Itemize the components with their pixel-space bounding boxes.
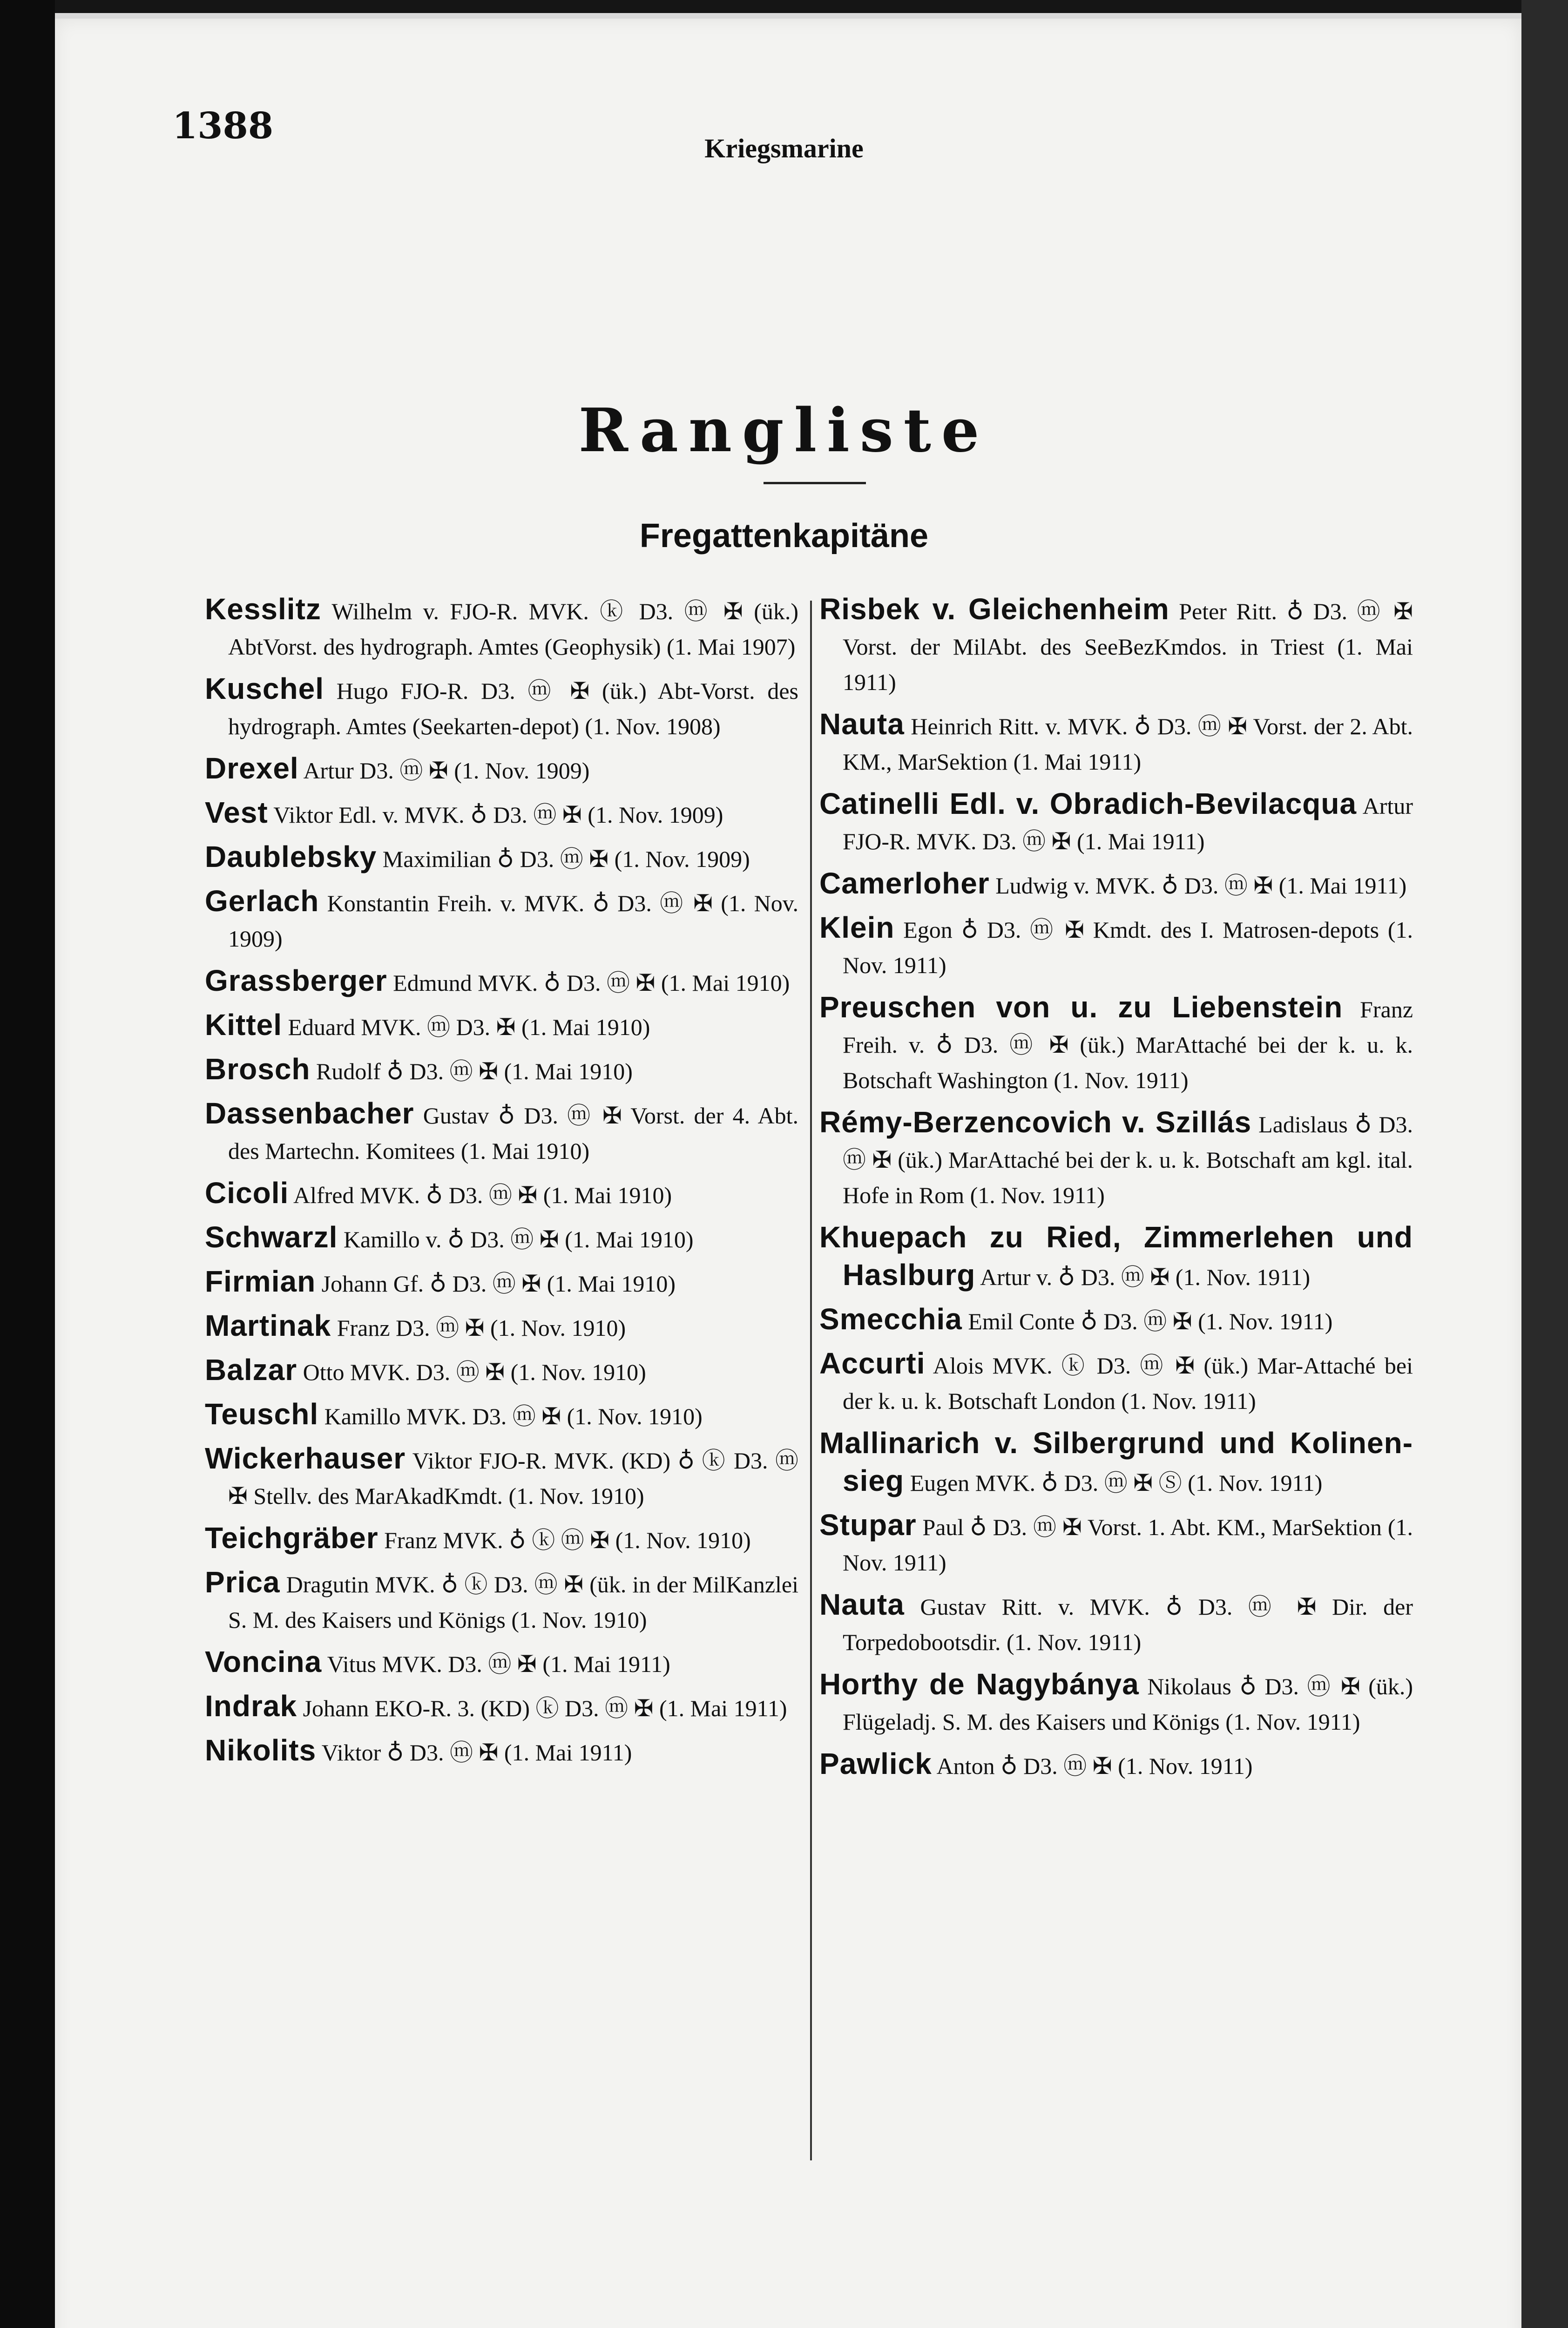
page-title: Rangliste [578,396,990,466]
officer-name: Dassenbacher [205,1096,414,1130]
officer-details: Nikolaus ♁ D3. ⓜ ✠ (ük.) Flügeladj. S. M. des Kaisers und Königs (1. Nov. 1911) [843,1673,1413,1735]
officer-details: Alfred MVK. ♁ D3. ⓜ ✠ (1. Mai 1910) [293,1182,672,1208]
list-entry [819,591,1413,700]
list-entry [819,786,1413,859]
list-entry [205,795,798,832]
officer-name: Nauta [819,1588,905,1621]
list-entry [205,883,798,956]
list-entry [205,1308,798,1346]
list-entry [819,1301,1413,1339]
list-entry [205,591,798,664]
list-entry [819,1666,1413,1739]
list-entry [205,1007,798,1045]
officer-name: Stupar [819,1508,917,1542]
list-entry [205,1175,798,1213]
list-entry [819,1104,1413,1213]
officer-details: Ludwig v. MVK. ♁ D3. ⓜ ✠ (1. Mai 1911) [995,873,1407,899]
officer-details: Artur D3. ⓜ ✠ (1. Nov. 1909) [303,758,590,784]
list-entry [819,1507,1413,1580]
officer-name: Martinak [205,1309,331,1342]
list-entry [205,1520,798,1558]
officer-name: Klein [819,911,895,944]
officer-name: Gerlach [205,884,319,918]
officer-details: Gustav Ritt. v. MVK. ♁ D3. ⓜ ✠ Dir. der Torpedobootsdir. (1. Nov. 1911) [843,1594,1413,1655]
list-entry [205,751,798,788]
list-entry [819,1425,1413,1501]
officer-name: Drexel [205,751,299,785]
officer-details: Gustav ♁ D3. ⓜ ✠ Vorst. der 4. Abt. des Martechn. Komitees (1. Mai 1910) [228,1103,798,1164]
officer-details: Eduard MVK. ⓜ D3. ✠ (1. Mai 1910) [288,1014,650,1040]
officer-name: Horthy de Nagybánya [819,1667,1139,1701]
list-entry [819,706,1413,779]
officer-details: Franz MVK. ♁ ⓚ ⓜ ✠ (1. Nov. 1910) [384,1527,751,1553]
officer-name: Pawlick [819,1747,932,1780]
list-entry [205,1441,798,1514]
list-entry [205,1688,798,1726]
officer-name: Brosch [205,1052,311,1086]
officer-details: Artur v. ♁ D3. ⓜ ✠ (1. Nov. 1911) [980,1264,1311,1290]
officer-name: Teichgräber [205,1521,378,1555]
list-entry [205,1644,798,1682]
column-divider [810,601,812,2160]
rank-list [205,591,1415,2174]
officer-name: Daublebsky [205,840,377,873]
title-rule [764,482,866,484]
list-entry [819,989,1413,1098]
officer-name: Accurti [819,1347,926,1380]
list-entry [205,1264,798,1301]
officer-name: Risbek v. Gleichenheim [819,592,1169,626]
list-entry [205,1564,798,1638]
officer-details: Dragutin MVK. ♁ ⓚ D3. ⓜ ✠ (ük. in der MilKanzlei S. M. des Kaisers und Königs (1. Nov. 1910) [228,1571,798,1633]
officer-details: Edmund MVK. ♁ D3. ⓜ ✠ (1. Mai 1910) [393,970,790,996]
list-entry [819,866,1413,903]
list-entry [205,1396,798,1434]
officer-name: Grassberger [205,964,387,997]
scan-border-top [0,0,1568,13]
officer-details: Konstantin Freih. v. MVK. ♁ D3. ⓜ ✠ (1. Nov. 1909) [228,890,799,952]
rank-heading: Fregattenkapitäne [639,517,929,555]
officer-details: Maximilian ♁ D3. ⓜ ✠ (1. Nov. 1909) [382,846,750,872]
officer-name: Schwarzl [205,1220,338,1254]
officer-details: Anton ♁ D3. ⓜ ✠ (1. Nov. 1911) [936,1753,1253,1779]
officer-details: Paul ♁ D3. ⓜ ✠ Vorst. 1. Abt. KM., MarSektion (1. Nov. 1911) [843,1514,1413,1576]
officer-details: Artur FJO-R. MVK. D3. ⓜ ✠ (1. Mai 1911) [843,793,1413,854]
officer-details: Egon ♁ D3. ⓜ ✠ Kmdt. des I. Matrosen-depots (1. Nov. 1911) [843,917,1413,978]
officer-name: Indrak [205,1689,297,1723]
officer-details: Franz D3. ⓜ ✠ (1. Nov. 1910) [337,1315,626,1341]
officer-name: Kuschel [205,672,324,705]
list-entry [205,963,798,1001]
officer-name: Wickerhauser [205,1441,406,1475]
list-entry [819,1346,1413,1419]
officer-details: Rudolf ♁ D3. ⓜ ✠ (1. Mai 1910) [316,1058,633,1084]
right-column [819,591,1413,1790]
page-number: 1388 [172,105,274,147]
officer-name: Voncina [205,1645,322,1678]
officer-name: Nikolits [205,1733,317,1767]
officer-details: Viktor FJO-R. MVK. (KD) ♁ ⓚ D3. ⓜ ✠ Stellv. des MarAkadKmdt. (1. Nov. 1910) [228,1448,798,1509]
officer-name: Nauta [819,707,905,741]
officer-name: Catinelli Edl. v. Obradich-Bevilacqua [819,787,1357,820]
officer-name: Kesslitz [205,592,321,626]
list-entry [205,1096,798,1169]
officer-details: Eugen MVK. ♁ D3. ⓜ ✠ Ⓢ (1. Nov. 1911) [910,1470,1323,1496]
officer-details: Franz Freih. v. ♁ D3. ⓜ ✠ (ük.) MarAttaché bei der k. u. k. Botschaft Washington (1. Nov. 1911) [843,996,1413,1093]
officer-name: Rémy-Berzencovich v. Szillás [819,1105,1252,1139]
list-entry [205,1051,798,1089]
officer-details: Alois MVK. ⓚ D3. ⓜ ✠ (ük.) Mar-Attaché bei der k. u. k. Botschaft London (1. Nov. 1911) [843,1353,1413,1414]
officer-name: Teuschl [205,1397,319,1431]
list-entry [205,1732,798,1770]
officer-details: Johann Gf. ♁ D3. ⓜ ✠ (1. Mai 1910) [321,1271,676,1297]
officer-name: Balzar [205,1353,297,1387]
officer-name: Vest [205,796,268,829]
officer-details: Otto MVK. D3. ⓜ ✠ (1. Nov. 1910) [303,1359,646,1385]
list-entry [819,910,1413,983]
officer-details: Hugo FJO-R. D3. ⓜ ✠ (ük.) Abt-Vorst. des hydrograph. Amtes (Seekarten-depot) (1. Nov. 1908) [228,678,798,739]
scan-border-left [0,0,55,2328]
officer-details: Peter Ritt. ♁ D3. ⓜ ✠ Vorst. der MilAbt. des SeeBezKmdos. in Triest (1. Mai 1911) [843,598,1413,695]
left-column [205,591,798,1777]
list-entry [205,839,798,877]
officer-name: Prica [205,1565,280,1599]
scan-border-right [1521,0,1568,2328]
officer-details: Viktor Edl. v. MVK. ♁ D3. ⓜ ✠ (1. Nov. 1909) [273,802,723,828]
officer-name: Firmian [205,1265,316,1298]
officer-details: Kamillo v. ♁ D3. ⓜ ✠ (1. Mai 1910) [343,1226,694,1252]
officer-name: Smecchia [819,1302,962,1336]
officer-details: Wilhelm v. FJO-R. MVK. ⓚ D3. ⓜ ✠ (ük.) AbtVorst. des hydrograph. Amtes (Geophysik) (1. Mai 1907) [228,598,798,660]
officer-name: Mallinarich v. Silbergrund und Kolinen-sieg [819,1426,1413,1497]
list-entry [205,671,798,744]
section-name: Kriegsmarine [704,133,864,163]
officer-details: Johann EKO-R. 3. (KD) ⓚ D3. ⓜ ✠ (1. Mai 1911) [303,1695,787,1721]
officer-name: Preuschen von u. zu Liebenstein [819,990,1343,1024]
list-entry [819,1746,1413,1784]
officer-details: Heinrich Ritt. v. MVK. ♁ D3. ⓜ ✠ Vorst. der 2. Abt. KM., MarSektion (1. Mai 1911) [843,713,1413,775]
officer-details: Emil Conte ♁ D3. ⓜ ✠ (1. Nov. 1911) [968,1308,1333,1334]
list-entry [205,1352,798,1390]
list-entry [205,1219,798,1257]
officer-details: Viktor ♁ D3. ⓜ ✠ (1. Mai 1911) [321,1739,632,1766]
officer-name: Khuepach zu Ried, Zimmerlehen und Haslburg [819,1220,1413,1292]
officer-details: Vitus MVK. D3. ⓜ ✠ (1. Mai 1911) [327,1651,670,1677]
running-head [172,105,1396,161]
officer-details: Ladislaus ♁ D3. ⓜ ✠ (ük.) MarAttaché bei der k. u. k. Botschaft am kgl. ital. Hofe in Rom (1. Nov. 1911) [843,1111,1413,1208]
officer-details: Kamillo MVK. D3. ⓜ ✠ (1. Nov. 1910) [324,1403,703,1429]
officer-name: Cicoli [205,1176,289,1210]
list-entry [819,1219,1413,1295]
officer-name: Kittel [205,1008,282,1042]
officer-name: Camerloher [819,866,990,900]
list-entry [819,1587,1413,1660]
